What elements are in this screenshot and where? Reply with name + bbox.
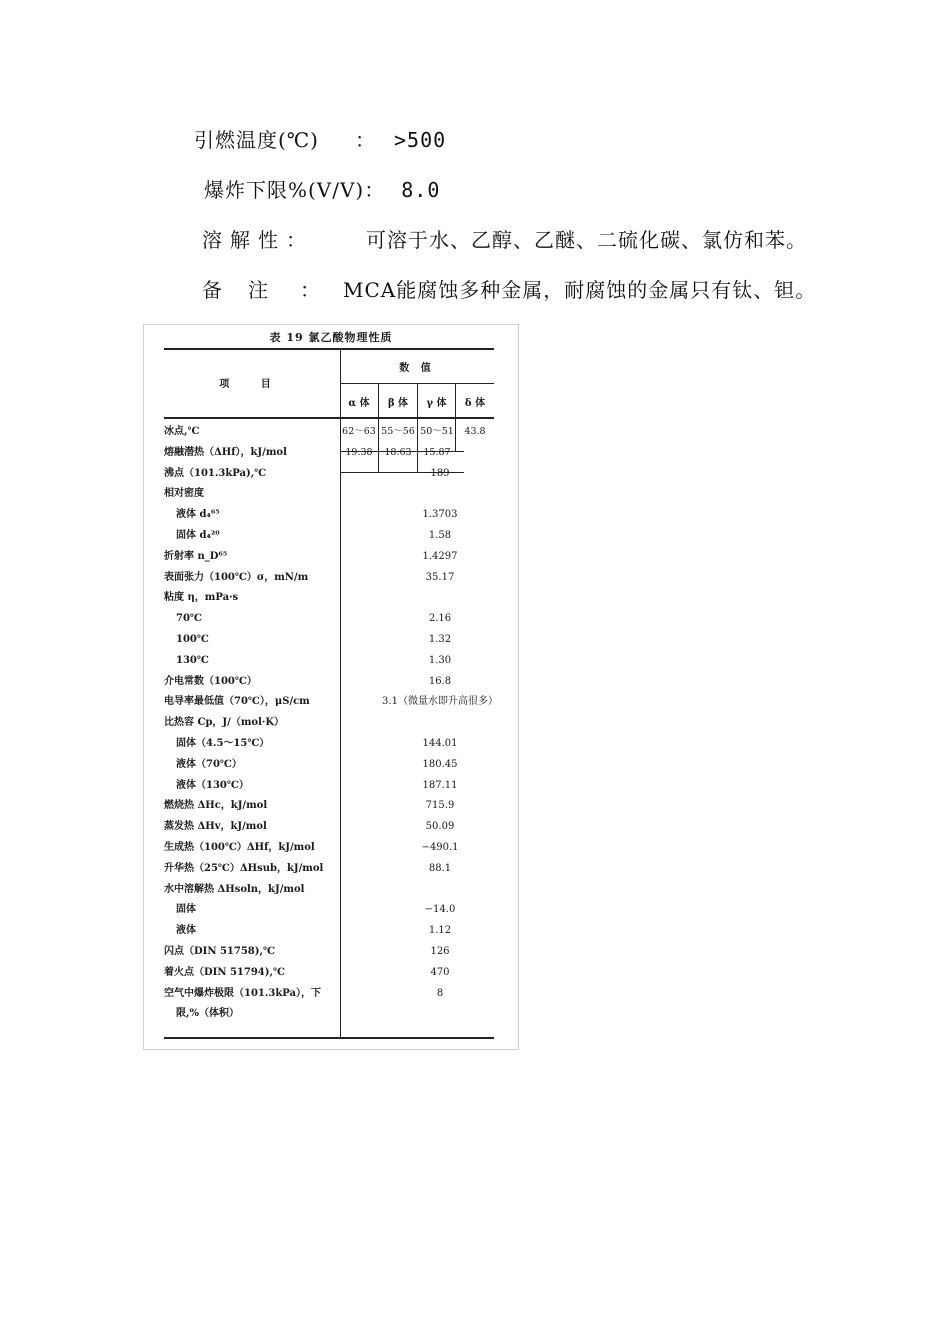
- table-row: [164, 608, 516, 629]
- row-value: 1.3703: [422, 509, 458, 521]
- row-label: 电导率最低值（70℃），μS/cm: [164, 696, 310, 708]
- table-row: [164, 483, 516, 504]
- property-value: >500: [393, 128, 447, 152]
- row-cell: 19.38: [345, 446, 373, 458]
- row-value: 126: [430, 946, 450, 957]
- table-row: [164, 671, 516, 692]
- row-value: 1.30: [428, 654, 452, 666]
- table-row: [164, 587, 516, 608]
- row-cell: 15.87: [423, 446, 451, 458]
- table-row: [164, 525, 516, 546]
- row-label: 粘度 η，mPa·s: [164, 592, 239, 604]
- property-key: 爆炸下限%(V/V)：: [204, 178, 386, 202]
- property-explosion-limit: [204, 174, 440, 203]
- table-row: [164, 691, 516, 712]
- table-row: [164, 795, 516, 816]
- row-label: 相对密度: [164, 488, 204, 500]
- table-row: [164, 858, 516, 879]
- table-row: [164, 754, 516, 775]
- row-label: 固体 d₄²⁰: [176, 530, 220, 541]
- row-value: 1.32: [428, 634, 452, 645]
- row-value: 8: [436, 987, 444, 999]
- row-value: 50.09: [425, 821, 455, 833]
- table-row: [164, 775, 516, 796]
- table-row: [164, 816, 516, 837]
- property-value: 8.0: [401, 178, 441, 202]
- property-key: 引燃温度(℃): [194, 128, 319, 152]
- row-label: 冰点,℃: [164, 426, 200, 437]
- row-value: 1.4297: [422, 550, 458, 562]
- table-row: [164, 837, 516, 858]
- row-label: 固体: [176, 904, 196, 916]
- row-label: 蒸发热 ΔHv，kJ/mol: [164, 821, 267, 833]
- row-cell: 62～63: [342, 426, 376, 437]
- row-label: 介电常数（100℃）: [164, 675, 257, 687]
- table-top-rule: [164, 348, 494, 350]
- row-label: 着火点（DIN 51794),℃: [164, 966, 285, 978]
- row-label: 130℃: [176, 654, 209, 666]
- table-caption: 表 19 氯乙酸物理性质: [269, 331, 393, 344]
- row-value: 470: [430, 966, 450, 978]
- header-alpha: α 体: [348, 398, 370, 409]
- header-gamma: γ 体: [426, 398, 447, 409]
- row-cell: 50～51: [420, 426, 454, 437]
- table-row: [164, 421, 516, 442]
- header-delta: δ 体: [464, 398, 486, 409]
- row-label: 液体（70℃）: [176, 758, 242, 770]
- property-colon: ：: [300, 278, 321, 302]
- row-value: 187.11: [422, 779, 458, 791]
- row-cell: 43.8: [464, 426, 486, 437]
- row-label: 闪点（DIN 51758),℃: [164, 946, 275, 957]
- row-cell: 55～56: [381, 426, 415, 437]
- row-value: 35.17: [425, 571, 455, 583]
- property-key: 溶解性：: [202, 228, 314, 252]
- property-colon: ：: [354, 128, 376, 152]
- row-value: 715.9: [425, 800, 455, 812]
- property-ignition-temp: [194, 124, 446, 153]
- table-bottom-rule: [164, 1037, 494, 1039]
- row-label: 比热容 Cp，J/（mol·K）: [164, 717, 285, 729]
- row-value: 2.16: [428, 613, 452, 625]
- row-label: 固体（4.5～15℃）: [176, 738, 270, 749]
- row-value: −490.1: [421, 842, 459, 853]
- table-row: [164, 567, 516, 588]
- row-value: −14.0: [424, 904, 456, 916]
- table-row: [164, 962, 516, 983]
- row-value: 180.45: [422, 758, 458, 770]
- table-row: [164, 504, 516, 525]
- row-label: 100℃: [176, 634, 209, 645]
- table-row: [164, 879, 516, 900]
- row-label: 沸点（101.3kPa),℃: [164, 467, 267, 479]
- header-item: 项 目: [219, 379, 285, 390]
- row-label: 水中溶解热 ΔHsoln，kJ/mol: [164, 883, 305, 895]
- property-value: MCA能腐蚀多种金属，耐腐蚀的金属只有钛、钽。: [343, 278, 817, 302]
- header-values: 数 值: [399, 363, 435, 374]
- table-row: [164, 442, 516, 463]
- table-row: [164, 629, 516, 650]
- row-label: 液体: [176, 925, 196, 937]
- table-row: [164, 712, 516, 733]
- table-row: [164, 899, 516, 920]
- row-label: 70℃: [176, 613, 202, 625]
- table-row: [164, 733, 516, 754]
- row-value: 16.8: [428, 675, 452, 687]
- table-row: [164, 941, 516, 962]
- property-solubility: [202, 224, 807, 253]
- table-row: [164, 650, 516, 671]
- row-label: 熔融潜热（ΔHf），kJ/mol: [164, 446, 287, 458]
- row-value: 88.1: [428, 862, 452, 874]
- row-value: 1.12: [428, 925, 452, 937]
- header-beta: β 体: [387, 398, 409, 409]
- table-row: [164, 920, 516, 941]
- table-row: [164, 546, 516, 567]
- row-label: 表面张力（100℃）σ，mN/m: [164, 571, 309, 583]
- row-label: 空气中爆炸极限（101.3kPa），下: [164, 987, 321, 999]
- row-label: 生成热（100℃）ΔHf，kJ/mol: [164, 842, 315, 853]
- scanned-table-image: [143, 324, 519, 1050]
- row-label: 升华热（25℃）ΔHsub，kJ/mol: [164, 862, 324, 874]
- row-value: 144.01: [422, 738, 458, 749]
- property-key: 备注: [202, 278, 294, 302]
- row-value: 1.58: [428, 530, 452, 541]
- row-value: 3.1（微量水即升高很多）: [382, 696, 498, 708]
- header-bottom-rule: [164, 417, 494, 419]
- table-row: [164, 983, 516, 1004]
- row-label: 燃烧热 ΔHc，kJ/mol: [164, 800, 268, 812]
- property-remarks: [202, 274, 816, 303]
- property-value: 可溶于水、乙醇、乙醚、二硫化碳、氯仿和苯。: [366, 228, 807, 252]
- row-label: 液体 d₄⁶⁵: [176, 509, 220, 521]
- row-label: 折射率 n_D⁶⁵: [164, 550, 228, 562]
- table-row: [164, 463, 516, 484]
- row-value: 189: [430, 467, 450, 479]
- table-row: [164, 1003, 516, 1024]
- row-label: 限,%（体积）: [176, 1008, 239, 1020]
- row-cell: 18.63: [384, 446, 412, 458]
- row-label: 液体（130℃）: [176, 779, 249, 791]
